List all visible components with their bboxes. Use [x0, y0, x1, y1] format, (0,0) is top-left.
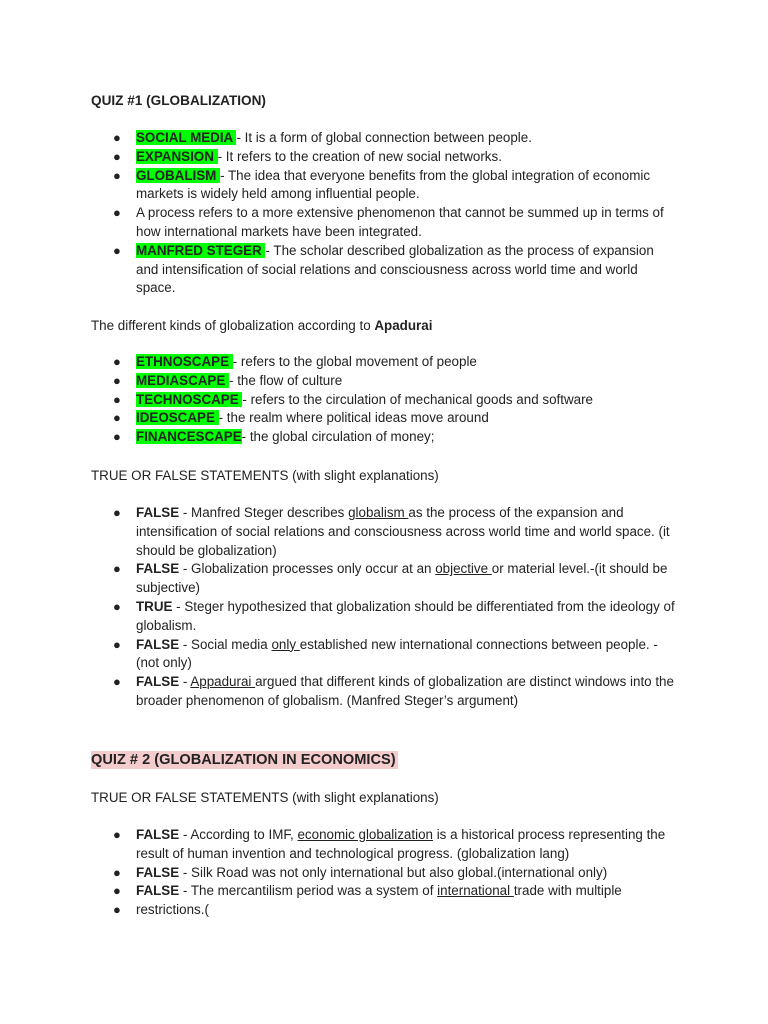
- list-item: [0, 560, 678, 598]
- list-item: [0, 901, 678, 920]
- answer-label: FALSE: [136, 883, 180, 899]
- answer-label: FALSE: [136, 561, 180, 577]
- list-item: [0, 372, 678, 391]
- item-text: restrictions.(: [136, 902, 209, 918]
- bullet-icon: ●: [113, 674, 121, 690]
- bullet-icon: ●: [113, 391, 121, 407]
- item-text: - the flow of culture: [229, 372, 343, 388]
- bullet-icon: ●: [113, 429, 121, 445]
- list-item: [0, 882, 678, 901]
- item-text-rest: or material level.-(it should be subjective): [136, 561, 668, 596]
- item-text: - The idea that everyone benefits from the global integration of economic markets is widely held among influential people.: [136, 167, 651, 202]
- item-text-rest: established new international connections between people. - (not only): [136, 636, 658, 671]
- list-item: [0, 428, 678, 447]
- bullet-icon: ●: [113, 505, 121, 520]
- item-text: - Globalization processes only occur at an: [179, 561, 436, 577]
- list-item: [0, 353, 678, 372]
- quiz1-definitions-list: [0, 129, 768, 298]
- list-item: [0, 391, 678, 410]
- item-text: - the global circulation of money;: [241, 429, 435, 445]
- underlined-term: objective: [435, 561, 492, 577]
- item-text-rest: trade with multiple: [513, 883, 622, 899]
- item-text: - Social media: [179, 636, 272, 652]
- bullet-icon: ●: [113, 864, 121, 880]
- term-highlight: ETHNOSCAPE: [136, 354, 233, 369]
- term-highlight: GLOBALISM: [136, 167, 221, 183]
- bullet-icon: ●: [113, 130, 121, 145]
- bullet-icon: ●: [113, 902, 121, 918]
- list-item: [0, 148, 678, 167]
- underlined-term: globalism: [348, 505, 409, 520]
- answer-label: FALSE: [136, 636, 180, 652]
- item-text-rest: as the process of the expansion and intensification of social relations and consciousness across world time and world space. (it should be globalization): [136, 505, 670, 558]
- list-item: [0, 167, 678, 205]
- underlined-term: only: [271, 636, 300, 652]
- list-item: [0, 826, 678, 864]
- bullet-icon: ●: [113, 242, 121, 258]
- bullet-icon: ●: [113, 205, 121, 221]
- item-text: - It refers to the creation of new social networks.: [217, 148, 502, 164]
- bullet-icon: ●: [113, 354, 121, 369]
- term-highlight: MANFRED STEGER: [136, 242, 266, 258]
- answer-label: FALSE: [136, 505, 180, 520]
- quiz2-title: QUIZ # 2 (GLOBALIZATION IN ECONOMICS): [91, 752, 396, 768]
- term-highlight: SOCIAL MEDIA: [136, 130, 237, 145]
- term-highlight: TECHNOSCAPE: [136, 391, 243, 407]
- apadurai-intro-text: The different kinds of globalization according to: [91, 318, 375, 333]
- bullet-icon: ●: [113, 598, 121, 614]
- quiz1-title: QUIZ #1 (GLOBALIZATION): [91, 93, 266, 108]
- bullet-icon: ●: [113, 561, 121, 577]
- scapes-list: [0, 353, 768, 447]
- list-item: [0, 129, 678, 148]
- item-text: - Steger hypothesized that globalization should be differentiated from the ideology of globalism.: [136, 598, 675, 633]
- item-text: - the realm where political ideas move around: [218, 410, 489, 426]
- bullet-icon: ●: [113, 410, 121, 426]
- item-text: - It is a form of global connection between people.: [236, 130, 532, 145]
- item-text: A process refers to a more extensive phenomenon that cannot be summed up in terms of how international markets have been integrated.: [136, 205, 664, 239]
- list-item: [0, 864, 678, 883]
- item-text: - The mercantilism period was a system of: [179, 883, 438, 899]
- bullet-icon: ●: [113, 167, 121, 183]
- item-text: - refers to the circulation of mechanical goods and software: [242, 391, 593, 407]
- tf-heading: TRUE OR FALSE STATEMENTS (with slight explanations): [91, 468, 439, 483]
- list-item: [0, 204, 678, 242]
- term-highlight: EXPANSION: [136, 148, 218, 164]
- underlined-term: Appadurai: [190, 674, 256, 690]
- list-item: [0, 636, 678, 674]
- answer-label: FALSE: [136, 827, 180, 842]
- bullet-icon: ●: [113, 372, 121, 388]
- list-item: [0, 242, 678, 298]
- item-text-rest: is a historical process representing the result of human invention and technological progress. (globalization lang): [136, 827, 666, 861]
- item-text: - refers to the global movement of people: [232, 354, 477, 369]
- item-text: - Silk Road was not only international but also global.(international only): [179, 864, 608, 880]
- tf-heading: TRUE OR FALSE STATEMENTS (with slight explanations): [91, 790, 439, 805]
- bullet-icon: ●: [113, 883, 121, 899]
- list-item: [0, 598, 678, 636]
- term-highlight: FINANCESCAPE: [136, 429, 242, 445]
- term-highlight: MEDIASCAPE: [136, 372, 230, 388]
- answer-label: FALSE: [136, 674, 180, 690]
- item-text-rest: argued that different kinds of globalization are distinct windows into the broader phenomenon of globalism. (Manfred Steger’s argument): [136, 674, 674, 708]
- list-item: [0, 409, 678, 428]
- term-highlight: IDEOSCAPE: [136, 410, 219, 426]
- apadurai-intro: [91, 317, 432, 335]
- answer-label: FALSE: [136, 864, 180, 880]
- list-item: [0, 673, 678, 711]
- bullet-icon: ●: [113, 827, 121, 842]
- item-text: - Manfred Steger describes: [179, 505, 349, 520]
- quiz1-true-false-list: [0, 504, 768, 711]
- bullet-icon: ●: [113, 148, 121, 164]
- underlined-term: economic globalization: [297, 827, 433, 842]
- item-text: - According to IMF,: [179, 827, 298, 842]
- item-text: - The scholar described globalization as the process of expansion and intensification of social relations and consciousness across world time and world space.: [136, 242, 654, 296]
- underlined-term: international: [437, 883, 514, 899]
- list-item: [0, 504, 678, 560]
- apadurai-name: Apadurai: [374, 318, 433, 333]
- quiz2-true-false-list: [0, 826, 768, 920]
- item-text: -: [179, 674, 191, 690]
- answer-label: TRUE: [136, 598, 173, 614]
- bullet-icon: ●: [113, 636, 121, 652]
